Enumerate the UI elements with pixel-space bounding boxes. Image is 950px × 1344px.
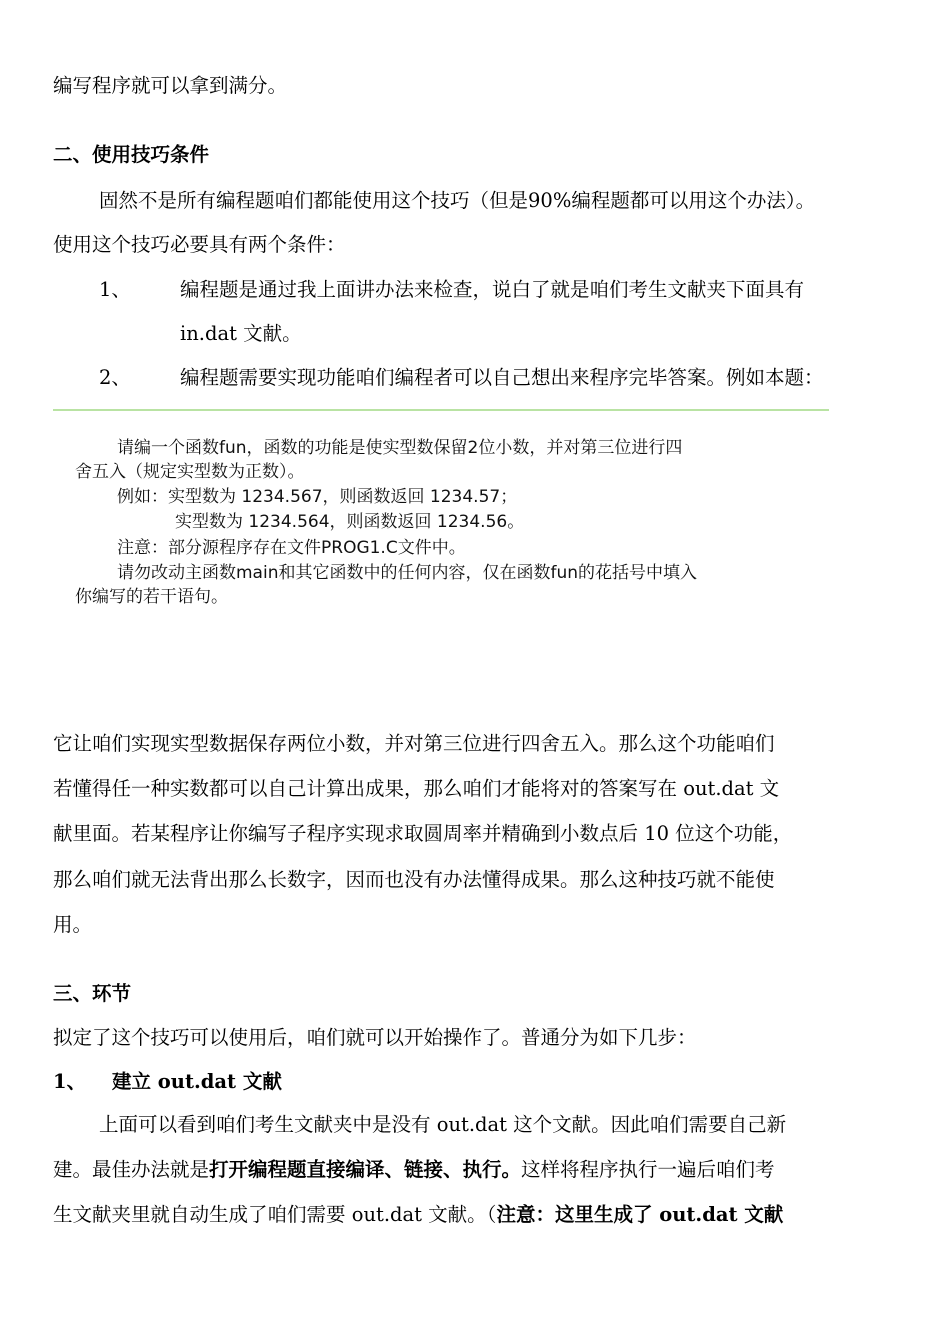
paragraph-line: 若懂得任一种实数都可以自己计算出成果，那么咱们才能将对的答案写在 out.dat 文 <box>53 777 780 800</box>
paragraph-line: 用。 <box>53 913 93 936</box>
text-run: 建。最佳办法就是 <box>53 1158 210 1181</box>
emphasis-text: 打开编程题直接编译、链接、执行。 <box>209 1158 522 1181</box>
screenshot-line: 舍五入（规定实型数为正数）。 <box>75 462 305 482</box>
text-run: 生文献夹里就自动生成了咱们需要 out.dat 文献。（ <box>53 1203 497 1226</box>
list-item-text: in.dat 文献。 <box>180 322 302 345</box>
paragraph-line: 献里面。若某程序让你编写子程序实现求取圆周率并精确到小数点后 10 位这个功能， <box>53 822 793 845</box>
paragraph-line: 使用这个技巧必要具有两个条件： <box>53 233 346 256</box>
screenshot-line: 注意：部分源程序存在文件PROG1.C文件中。 <box>117 538 466 558</box>
screenshot-line: 请编一个函数fun，函数的功能是使实型数保留2位小数，并对第三位进行四 <box>117 438 683 458</box>
step-title: 建立 out.dat 文献 <box>112 1070 282 1093</box>
paragraph-line <box>53 1201 783 1229</box>
screenshot-line: 请勿改动主函数main和其它函数中的任何内容，仅在函数fun的花括号中填入 <box>117 563 698 583</box>
paragraph-line: 那么咱们就无法背出那么长数字，因而也没有办法懂得成果。那么这种技巧就不能使 <box>53 868 775 891</box>
screenshot-top-border <box>53 409 829 411</box>
text-run: 这样将程序执行一遍后咱们考 <box>521 1158 775 1181</box>
list-item-text: 编程题需要实现功能咱们编程者可以自己想出来程序完毕答案。例如本题： <box>180 366 824 389</box>
screenshot-line: 你编写的若干语句。 <box>75 587 228 607</box>
paragraph-line: 拟定了这个技巧可以使用后，咱们就可以开始操作了。普通分为如下几步： <box>53 1026 697 1049</box>
screenshot-line: 实型数为 1234.564，则函数返回 1234.56。 <box>175 512 525 532</box>
section-heading-3: 三、环节 <box>53 982 132 1005</box>
paragraph-line <box>53 1156 775 1184</box>
list-item-number: 2、 <box>99 366 131 389</box>
emphasis-text: 注意：这里生成了 out.dat 文献 <box>496 1203 784 1226</box>
screenshot-line: 例如：实型数为 1234.567，则函数返回 1234.57； <box>117 487 518 507</box>
list-item-text: 编程题是通过我上面讲办法来检查，说白了就是咱们考生文献夹下面具有 <box>180 278 805 301</box>
paragraph-line: 它让咱们实现实型数据保存两位小数，并对第三位进行四舍五入。那么这个功能咱们 <box>53 732 775 755</box>
paragraph-line: 编写程序就可以拿到满分。 <box>53 74 288 97</box>
paragraph-line: 上面可以看到咱们考生文献夹中是没有 out.dat 这个文献。因此咱们需要自己新 <box>99 1113 787 1136</box>
paragraph-line: 固然不是所有编程题咱们都能使用这个技巧（但是90%编程题都可以用这个办法）。 <box>99 189 816 212</box>
section-heading-2: 二、使用技巧条件 <box>53 143 210 166</box>
step-number: 1、 <box>53 1070 87 1093</box>
problem-screenshot <box>53 412 829 612</box>
list-item-number: 1、 <box>99 278 131 301</box>
